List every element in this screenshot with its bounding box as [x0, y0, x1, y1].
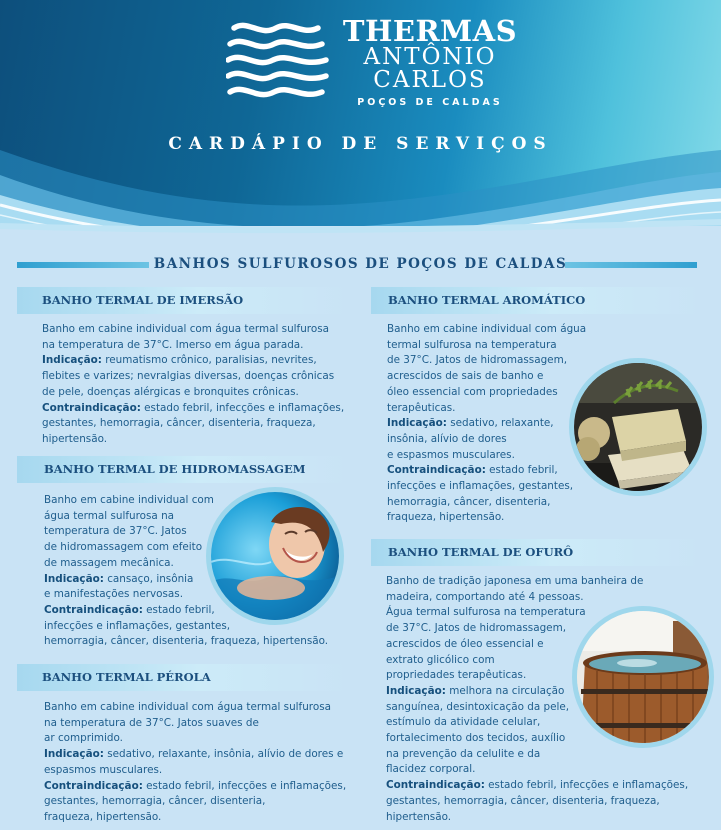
- service-title: BANHO TERMAL DE HIDROMASSAGEM: [44, 462, 306, 476]
- brand-city: POÇOS DE CALDAS: [357, 97, 503, 108]
- contraindication-line: hemorragia, câncer, disenteria, fraqueza, hipertensão.: [44, 635, 329, 648]
- photo-soap-bars: [569, 358, 707, 496]
- description-line: terapêuticas.: [387, 401, 456, 414]
- indication-line: Indicação: melhora na circulação: [386, 684, 565, 697]
- contraindication-label: Contraindicação:: [42, 401, 141, 414]
- description-line: ar comprimido.: [44, 732, 123, 745]
- contraindication-line: hipertensão.: [386, 810, 452, 823]
- description-line: de hidromassagem com efeito: [44, 541, 203, 554]
- contraindication-line: Contraindicação: estado febril,: [44, 603, 215, 616]
- contraindication-line: infecções e inflamações, gestantes,: [387, 480, 574, 493]
- description-line: na temperatura de 37°C. Jatos suaves de: [44, 716, 259, 729]
- brand-name-line2: ANTÔNIO: [363, 44, 497, 70]
- description-line: termal sulfurosa na temperatura: [387, 338, 557, 351]
- brand-name-line3: CARLOS: [373, 67, 487, 93]
- indication-line: espasmos musculares.: [44, 763, 163, 776]
- service-heading-perola: [17, 664, 347, 691]
- description-line: propriedades terapêuticas.: [386, 669, 527, 682]
- indication-line: insônia, alívio de dores: [387, 432, 507, 445]
- indication-line: flebites e varizes; nevralgias diversas, doenças crônicas: [42, 370, 335, 383]
- indication-line: Indicação: sedativo, relaxante,: [387, 417, 554, 430]
- contraindication-line: fraqueza, hipertensão.: [387, 511, 505, 524]
- indication-label: Indicação:: [42, 354, 102, 367]
- indication-label: Indicação:: [386, 684, 446, 697]
- indication-line: Indicação: reumatismo crônico, paralisias, nevrites,: [42, 354, 317, 367]
- indication-line: Indicação: sedativo, relaxante, insônia, alívio de dores e: [44, 748, 344, 761]
- indication-line: e espasmos musculares.: [387, 448, 515, 461]
- service-heading-ofuro: [371, 539, 701, 566]
- contraindication-line: Contraindicação: estado febril, infecções e inflamações,: [42, 401, 345, 414]
- page-title: CARDÁPIO DE SERVIÇOS: [168, 134, 553, 154]
- description-line: na temperatura de 37°C. Imerso em água parada.: [42, 338, 304, 351]
- indication-label: Indicação:: [44, 748, 104, 761]
- indication-line: Indicação: cansaço, insônia: [44, 572, 194, 585]
- indication-line: fortalecimento dos tecidos, auxílio: [386, 732, 566, 745]
- description-line: de 37°C. Jatos de hidromassagem,: [386, 622, 567, 635]
- service-heading-hidromassagem: [17, 456, 347, 483]
- service-description-imersao: [42, 322, 344, 448]
- description-line: de 37°C. Jatos de hidromassagem,: [387, 354, 568, 367]
- description-line: acrescidos de sais de banho e: [387, 370, 544, 383]
- indication-line: de pele, doenças alérgicas e bronquites crônicas.: [42, 385, 299, 398]
- description-line: Banho em cabine individual com água: [387, 323, 587, 335]
- description-line: Banho em cabine individual com: [44, 494, 214, 506]
- section-title: BANHOS SULFUROSOS DE POÇOS DE CALDAS: [153, 256, 568, 272]
- description-line: Banho em cabine individual com água termal sulfurosa: [44, 701, 331, 713]
- description-line: acrescidos de óleo essencial e: [386, 637, 544, 650]
- description-line: óleo essencial com propriedades: [387, 385, 558, 398]
- photo-woman-in-water: [206, 487, 344, 625]
- description-line: madeira, comportando até 4 pessoas.: [386, 590, 584, 603]
- service-title: BANHO TERMAL AROMÁTICO: [388, 293, 586, 307]
- service-description-aromatico: [387, 322, 586, 526]
- indication-label: Indicação:: [387, 417, 447, 430]
- contraindication-line: Contraindicação: estado febril, infecções e inflamações,: [44, 779, 347, 792]
- contraindication-label: Contraindicação:: [387, 464, 486, 477]
- contraindication-line: gestantes, hemorragia, câncer, disenteria, fraqueza,: [42, 417, 316, 430]
- contraindication-line: Contraindicação: estado febril,: [387, 464, 558, 477]
- service-description-perola: [44, 700, 346, 826]
- contraindication-line: gestantes, hemorragia, câncer, disenteria, fraqueza,: [386, 794, 660, 807]
- indication-label: Indicação:: [44, 572, 104, 585]
- contraindication-line: gestantes, hemorragia, câncer, disenteria,: [44, 795, 266, 808]
- contraindication-label: Contraindicação:: [386, 779, 485, 792]
- service-heading-aromatico: [371, 287, 701, 314]
- contraindication-line: fraqueza, hipertensão.: [44, 810, 162, 823]
- contraindication-label: Contraindicação:: [44, 779, 143, 792]
- indication-line: na prevenção da celulite e da: [386, 747, 541, 760]
- contraindication-line: Contraindicação: estado febril, infecções e inflamações,: [386, 779, 689, 792]
- photo-wooden-ofuro-tub: [572, 606, 714, 748]
- indication-line: e manifestações nervosas.: [44, 588, 183, 601]
- service-heading-imersao: [17, 287, 347, 314]
- description-line: Água termal sulfurosa na temperatura: [386, 606, 586, 619]
- description-line: extrato glicólico com: [386, 653, 495, 666]
- service-title: BANHO TERMAL DE OFURÔ: [388, 545, 574, 559]
- contraindication-line: hemorragia, câncer, disenteria,: [387, 495, 551, 508]
- contraindication-label: Contraindicação:: [44, 603, 143, 616]
- description-line: temperatura de 37°C. Jatos: [44, 525, 187, 538]
- contraindication-line: infecções e inflamações, gestantes,: [44, 619, 231, 632]
- description-line: de massagem mecânica.: [44, 556, 174, 569]
- service-title: BANHO TERMAL PÉROLA: [42, 670, 211, 684]
- service-title: BANHO TERMAL DE IMERSÃO: [42, 293, 244, 307]
- wave-logo-icon: [226, 20, 336, 110]
- description-line: Banho de tradição japonesa em uma banheira de: [386, 575, 644, 587]
- indication-line: sanguínea, desintoxicação da pele,: [386, 700, 570, 713]
- description-line: Banho em cabine individual com água termal sulfurosa: [42, 323, 329, 335]
- indication-line: estímulo da atividade celular,: [386, 716, 541, 729]
- indication-line: flacidez corporal.: [386, 763, 476, 776]
- description-line: água termal sulfurosa na: [44, 509, 175, 522]
- header-banner: [0, 0, 721, 260]
- brand-name-line1: THERMAS: [342, 14, 518, 48]
- contraindication-line: hipertensão.: [42, 432, 108, 445]
